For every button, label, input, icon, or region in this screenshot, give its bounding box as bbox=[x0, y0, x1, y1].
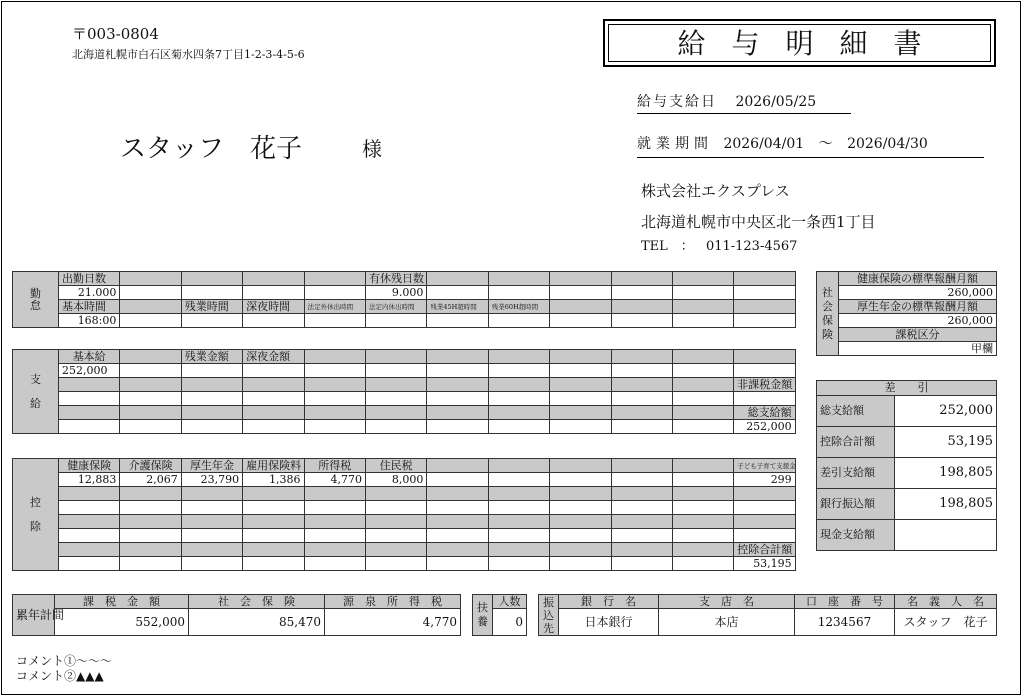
deductions-side: 控 除 bbox=[13, 459, 59, 571]
comment-line: コメント②▲▲▲ bbox=[16, 669, 104, 683]
attendance-side: 勤 怠 bbox=[13, 272, 59, 328]
recipient-name: スタッフ 花子 bbox=[120, 134, 303, 164]
summary-value: 198,805 bbox=[895, 489, 997, 520]
dependents-header: 人数 bbox=[493, 595, 527, 609]
pension-standard-value: 260,000 bbox=[839, 314, 997, 328]
attendance-header-cell: 基本時間 bbox=[59, 300, 120, 314]
bank-value: スタッフ 花子 bbox=[895, 609, 997, 636]
cumulative-side: 累年計間 bbox=[13, 595, 55, 636]
attendance-value-cell: 9.000 bbox=[365, 286, 426, 300]
summary-value: 53,195 bbox=[895, 427, 997, 458]
payment-value-cell: 252,000 bbox=[59, 364, 120, 378]
bank-value: 1234567 bbox=[795, 609, 895, 636]
postal-code: 〒003-0804 bbox=[72, 25, 159, 43]
summary-header: 差 引 bbox=[817, 381, 997, 396]
bank-header: 名 義 人 名 bbox=[895, 595, 997, 609]
company-address: 北海道札幌市中央区北一条西1丁目 bbox=[641, 213, 876, 231]
bank-value: 日本銀行 bbox=[559, 609, 659, 636]
non-taxable-label: 非課税金額 bbox=[734, 378, 795, 392]
deduction-value-cell: 12,883 bbox=[59, 473, 120, 487]
payments-table bbox=[12, 349, 796, 434]
deduction-header-cell: 雇用保険料 bbox=[243, 459, 304, 473]
address: 北海道札幌市白石区菊水四条7丁目1-2-3-4-5-6 bbox=[72, 48, 305, 61]
deduction-header-cell: 子ども子育て支援金 bbox=[734, 459, 795, 473]
deductions-table bbox=[12, 458, 796, 571]
attendance-header-cell: 有休残日数 bbox=[365, 272, 426, 286]
deduction-value-cell: 4,770 bbox=[304, 473, 365, 487]
health-standard-value: 260,000 bbox=[839, 286, 997, 300]
deduction-value-cell: 299 bbox=[734, 473, 795, 487]
summary-table bbox=[816, 380, 997, 551]
deduction-value-cell: 1,386 bbox=[243, 473, 304, 487]
company-name: 株式会社エクスプレス bbox=[641, 182, 790, 200]
comments bbox=[16, 654, 112, 684]
tel-value: 011-123-4567 bbox=[705, 239, 798, 254]
attendance-header-cell: 深夜時間 bbox=[243, 300, 304, 314]
attendance-header-cell: 法定外休出時間 bbox=[304, 300, 365, 314]
period-from: 2026/04/01 bbox=[723, 136, 805, 152]
deduction-value-cell: 2,067 bbox=[120, 473, 181, 487]
tax-class-label: 課税区分 bbox=[839, 328, 997, 342]
summary-label: 総支給額 bbox=[817, 396, 895, 427]
summary-label: 控除合計額 bbox=[817, 427, 895, 458]
pay-date-value: 2026/05/25 bbox=[735, 94, 817, 110]
cumulative-header: 源 泉 所 得 税 bbox=[325, 595, 461, 609]
period-label: 就業期間 bbox=[637, 136, 713, 152]
dependents-value: 0 bbox=[493, 609, 527, 636]
attendance-value-cell: 168:00 bbox=[59, 314, 120, 328]
deduction-header-cell: 厚生年金 bbox=[181, 459, 242, 473]
dependents-side: 扶養 bbox=[473, 595, 493, 636]
attendance-header-cell: 残業45H超時間 bbox=[427, 300, 488, 314]
health-standard-label: 健康保険の標準報酬月額 bbox=[839, 272, 997, 286]
cumulative-header: 社 会 保 険 bbox=[189, 595, 325, 609]
summary-value bbox=[895, 520, 997, 551]
cumulative-header: 課 税 金 額 bbox=[55, 595, 189, 609]
period-sep: 〜 bbox=[818, 136, 833, 152]
attendance-header-cell: 残業60H超時間 bbox=[488, 300, 549, 314]
bank-table bbox=[538, 594, 997, 636]
deduction-value-cell: 8,000 bbox=[365, 473, 426, 487]
bank-header: 支 店 名 bbox=[659, 595, 795, 609]
bank-header: 口 座 番 号 bbox=[795, 595, 895, 609]
summary-label: 銀行振込額 bbox=[817, 489, 895, 520]
cumulative-value: 552,000 bbox=[55, 609, 189, 636]
cumulative-value: 85,470 bbox=[189, 609, 325, 636]
deduction-total-value: 53,195 bbox=[734, 557, 795, 571]
deduction-header-cell: 健康保険 bbox=[59, 459, 120, 473]
attendance-header-cell: 法定内休出時間 bbox=[365, 300, 426, 314]
pension-standard-label: 厚生年金の標準報酬月額 bbox=[839, 300, 997, 314]
social-insurance-side: 社 会 保 険 bbox=[817, 272, 839, 356]
payment-header-cell: 深夜金額 bbox=[243, 350, 304, 364]
bank-header: 銀 行 名 bbox=[559, 595, 659, 609]
summary-label: 差引支給額 bbox=[817, 458, 895, 489]
tel-label: TEL ： bbox=[641, 239, 694, 254]
deduction-total-label: 控除合計額 bbox=[734, 543, 795, 557]
pay-date-label: 給与支給日 bbox=[637, 94, 717, 110]
deduction-header-cell: 介護保険 bbox=[120, 459, 181, 473]
gross-total-value: 252,000 bbox=[734, 420, 795, 434]
deduction-header-cell: 住民税 bbox=[365, 459, 426, 473]
pay-date bbox=[637, 91, 851, 114]
bank-side: 振込先 bbox=[539, 595, 559, 636]
recipient-honorific: 様 bbox=[362, 137, 382, 161]
attendance-header-cell: 残業時間 bbox=[181, 300, 242, 314]
deduction-value-cell: 23,790 bbox=[181, 473, 242, 487]
cumulative-value: 4,770 bbox=[325, 609, 461, 636]
gross-total-label: 総支給額 bbox=[734, 406, 795, 420]
page-title: 給与明細書 bbox=[608, 24, 991, 62]
period-to: 2026/04/30 bbox=[847, 136, 928, 152]
work-period bbox=[637, 133, 984, 158]
summary-value: 198,805 bbox=[895, 458, 997, 489]
cumulative-table bbox=[12, 594, 461, 636]
payments-side: 支 給 bbox=[13, 350, 59, 434]
bank-value: 本店 bbox=[659, 609, 795, 636]
summary-label: 現金支給額 bbox=[817, 520, 895, 551]
attendance-table bbox=[12, 271, 796, 328]
tax-class-value: 甲欄 bbox=[839, 342, 997, 356]
social-insurance-table bbox=[816, 271, 997, 356]
dependents-table bbox=[472, 594, 527, 636]
deduction-header-cell: 所得税 bbox=[304, 459, 365, 473]
payment-header-cell: 残業金額 bbox=[181, 350, 242, 364]
comment-line: コメント①〜〜〜 bbox=[16, 654, 113, 668]
attendance-header-cell: 出勤日数 bbox=[59, 272, 120, 286]
title-box bbox=[603, 19, 996, 67]
attendance-value-cell: 21.000 bbox=[59, 286, 120, 300]
summary-value: 252,000 bbox=[895, 396, 997, 427]
payment-header-cell: 基本給 bbox=[59, 350, 120, 364]
company-tel bbox=[641, 235, 797, 254]
